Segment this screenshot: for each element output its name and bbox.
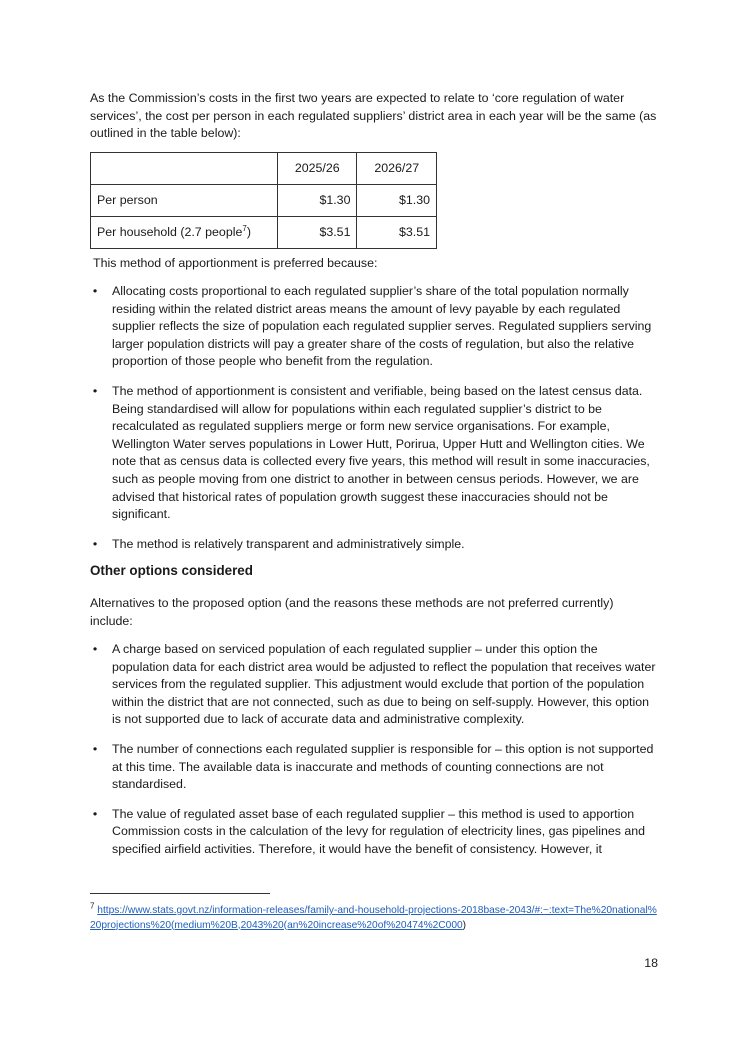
table-header-row bbox=[91, 153, 437, 185]
footnote-link[interactable]: https://www.stats.govt.nz/information-releases/family-and-household-projections-2018base-2043/#:~:text=The%20national%20projections%20(medium%20B,2043%20(an%20increase%20of%20474%2C000 bbox=[90, 905, 657, 931]
row-label-text: Per household (2.7 people bbox=[97, 224, 243, 239]
preferred-intro: This method of apportionment is preferred because: bbox=[93, 256, 378, 270]
table-cell: $1.30 bbox=[277, 185, 357, 217]
list-item-text: The value of regulated asset base of each regulated supplier – this method is used to apportion Commission costs in the calculation of the levy for regulation of electricity lines, gas pipelines and specified airfield activities. Therefore, it would have the benefit of consistency. However, it bbox=[112, 806, 646, 856]
table-header-cell: 2025/26 bbox=[277, 153, 357, 185]
list-item bbox=[90, 383, 658, 524]
bullet-icon: • bbox=[92, 383, 98, 398]
list-item bbox=[90, 283, 658, 371]
levy-table bbox=[90, 152, 437, 249]
section-heading: Other options considered bbox=[90, 563, 253, 578]
list-item bbox=[90, 641, 658, 729]
table-cell: $1.30 bbox=[357, 185, 437, 217]
list-item bbox=[90, 741, 658, 794]
intro-paragraph: As the Commission’s costs in the first two years are expected to relate to ‘core regulation of water services’, the cost per person in each regulated suppliers’ district area in each year will be the same (as outlined in the table below): bbox=[90, 91, 657, 141]
footnote bbox=[90, 901, 662, 933]
alternatives-list bbox=[90, 641, 658, 871]
row-label-suffix: ) bbox=[246, 224, 251, 239]
footnote-suffix: ) bbox=[462, 919, 467, 931]
preferred-reasons-list bbox=[90, 283, 658, 565]
table-cell: $3.51 bbox=[277, 217, 357, 249]
table-row bbox=[91, 185, 437, 217]
row-label-text: Per person bbox=[97, 192, 158, 207]
footnote-divider bbox=[90, 893, 270, 894]
table-row-label bbox=[91, 217, 278, 249]
list-item bbox=[90, 536, 658, 554]
list-item bbox=[90, 806, 658, 859]
table-cell: $3.51 bbox=[357, 217, 437, 249]
table-row bbox=[91, 217, 437, 249]
bullet-icon: • bbox=[92, 536, 98, 551]
bullet-icon: • bbox=[92, 642, 98, 656]
table-row-label bbox=[91, 185, 278, 217]
list-item-text: A charge based on serviced population of each regulated supplier – under this option the population data for each district area would be adjusted to reflect the population that receives water services from the regulated supplier. This adjustment would exclude that portion of the population within the district that are not connected, such as due to being on self-supply. However, this option is not supported due to lack of accurate data and administrative complexity. bbox=[112, 642, 656, 727]
table-header-cell: 2026/27 bbox=[357, 153, 437, 185]
bullet-icon: • bbox=[92, 741, 98, 756]
bullet-icon: • bbox=[92, 284, 98, 298]
footnote-number: 7 bbox=[90, 901, 95, 911]
list-item-text: Allocating costs proportional to each regulated supplier’s share of the total population normally residing within the related district areas means the amount of levy payable by each regulated supplier reflects the size of population each regulated supplier serves. Regulated suppliers serving larger population districts will pay a greater share of the costs of regulation, but also the relative proportion of those people who benefit from the regulation. bbox=[112, 284, 652, 369]
footnote-ref[interactable]: 7 bbox=[242, 223, 247, 233]
bullet-icon: • bbox=[92, 806, 98, 821]
page-number: 18 bbox=[644, 956, 658, 970]
table-header-cell bbox=[91, 153, 278, 185]
list-item-text: The method is relatively transparent and administratively simple. bbox=[112, 536, 465, 551]
alternatives-intro: Alternatives to the proposed option (and the reasons these methods are not preferred currently) include: bbox=[90, 596, 614, 628]
list-item-text: The method of apportionment is consistent and verifiable, being based on the latest census data. Being standardised will allow for populations within each regulated supplier’s district to be recalculated as regulated suppliers merge or form new service organisations. For example, Wellington Water serves populations in Lower Hutt, Porirua, Upper Hutt and Wellington cities. We note that as census data is collected every five years, this method will result in some inaccuracies, such as people moving from one district to another in between census periods. However, we are advised that historical rates of population growth suggest these inaccuracies should not be significant. bbox=[112, 383, 650, 522]
list-item-text: The number of connections each regulated supplier is responsible for – this option is not supported at this time. The available data is inaccurate and methods of counting connections are not standardised. bbox=[112, 741, 654, 792]
